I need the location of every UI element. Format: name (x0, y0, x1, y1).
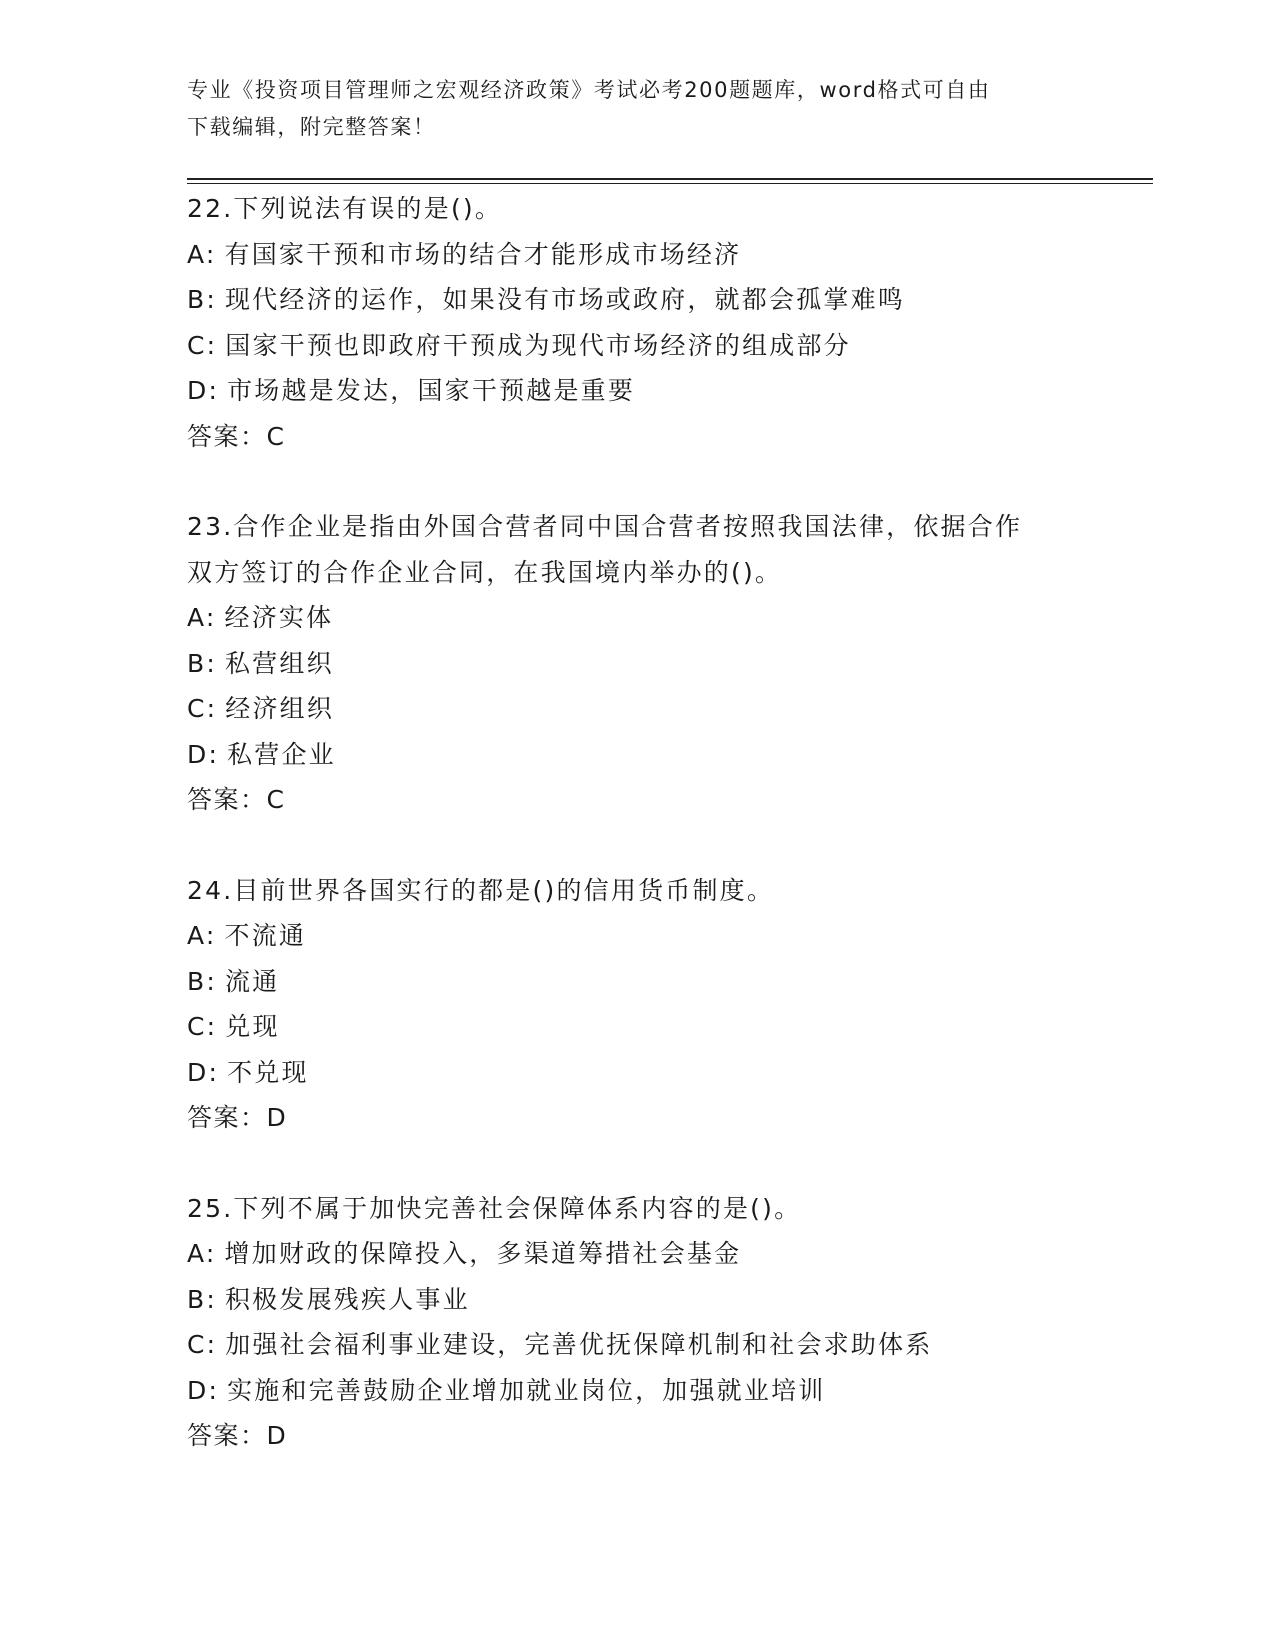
option-text: 有国家干预和市场的结合才能形成市场经济 (224, 239, 742, 269)
option-a (187, 232, 1087, 278)
option-a (187, 595, 1087, 641)
option-key: B: (187, 966, 217, 996)
option-b (187, 1277, 1087, 1323)
option-b (187, 959, 1087, 1005)
option-c (187, 1004, 1087, 1050)
question-23 (187, 504, 1087, 823)
option-d (187, 1368, 1087, 1414)
question-stem-line: 24.目前世界各国实行的都是()的信用货币制度。 (187, 875, 775, 905)
option-text: 不流通 (224, 921, 307, 950)
option-key: D: (187, 739, 220, 769)
option-key: C: (187, 1330, 218, 1359)
question-stem-line: 23.合作企业是指由外国合营者同中国合营者按照我国法律，依据合作 (187, 512, 1023, 541)
option-text: 积极发展残疾人事业 (224, 1284, 470, 1314)
option-text: 流通 (224, 966, 280, 996)
option-key: D: (187, 1375, 220, 1405)
question-24 (187, 868, 1087, 1141)
option-text: 加强社会福利事业建设，完善优抚保障机制和社会求助体系 (225, 1330, 933, 1359)
option-key: B: (187, 1284, 217, 1314)
option-text: 私营企业 (227, 739, 336, 769)
option-key: B: (187, 285, 217, 314)
answer-line: 答案：D (187, 1421, 288, 1450)
option-key: A: (187, 921, 217, 950)
header-line-1: 专业《投资项目管理师之宏观经济政策》考试必考200题题库，word格式可自由 (187, 78, 991, 102)
option-key: A: (187, 603, 217, 632)
option-c (187, 323, 1087, 369)
option-key: D: (187, 376, 220, 405)
option-d (187, 1050, 1087, 1096)
option-key: C: (187, 1012, 218, 1041)
option-key: A: (187, 239, 217, 269)
question-22 (187, 186, 1087, 459)
option-key: A: (187, 1239, 217, 1268)
question-stem-line: 22.下列说法有误的是()。 (187, 194, 503, 223)
option-text: 现代经济的运作，如果没有市场或政府，就都会孤掌难鸣 (224, 285, 905, 314)
option-b (187, 277, 1087, 323)
question-stem-line: 25.下列不属于加快完善社会保障体系内容的是()。 (187, 1193, 802, 1223)
option-a (187, 1231, 1087, 1277)
page-header (187, 72, 1087, 146)
option-text: 增加财政的保障投入，多渠道筹措社会基金 (224, 1239, 742, 1268)
option-c (187, 1322, 1087, 1368)
option-d (187, 368, 1087, 414)
option-c (187, 686, 1087, 732)
option-text: 国家干预也即政府干预成为现代市场经济的组成部分 (225, 330, 851, 360)
header-line-2: 下载编辑，附完整答案！ (187, 115, 436, 139)
answer-line: 答案：D (187, 1103, 288, 1132)
question-25 (187, 1186, 1087, 1459)
option-text: 经济实体 (224, 603, 334, 632)
option-key: C: (187, 694, 218, 723)
option-text: 不兑现 (227, 1057, 309, 1087)
option-key: D: (187, 1057, 220, 1087)
option-text: 兑现 (225, 1012, 280, 1041)
option-key: B: (187, 648, 217, 678)
option-text: 实施和完善鼓励企业增加就业岗位，加强就业培训 (227, 1375, 826, 1405)
option-text: 市场越是发达，国家干预越是重要 (227, 376, 636, 405)
question-list (187, 186, 1087, 1504)
option-a (187, 913, 1087, 959)
option-text: 经济组织 (225, 694, 335, 723)
option-key: C: (187, 330, 218, 360)
answer-line: 答案：C (187, 785, 286, 814)
option-b (187, 641, 1087, 687)
option-text: 私营组织 (224, 648, 334, 678)
option-d (187, 732, 1087, 778)
header-divider (187, 178, 1153, 184)
answer-line: 答案：C (187, 421, 286, 451)
question-stem-line: 双方签订的合作企业合同，在我国境内举办的()。 (187, 557, 783, 587)
